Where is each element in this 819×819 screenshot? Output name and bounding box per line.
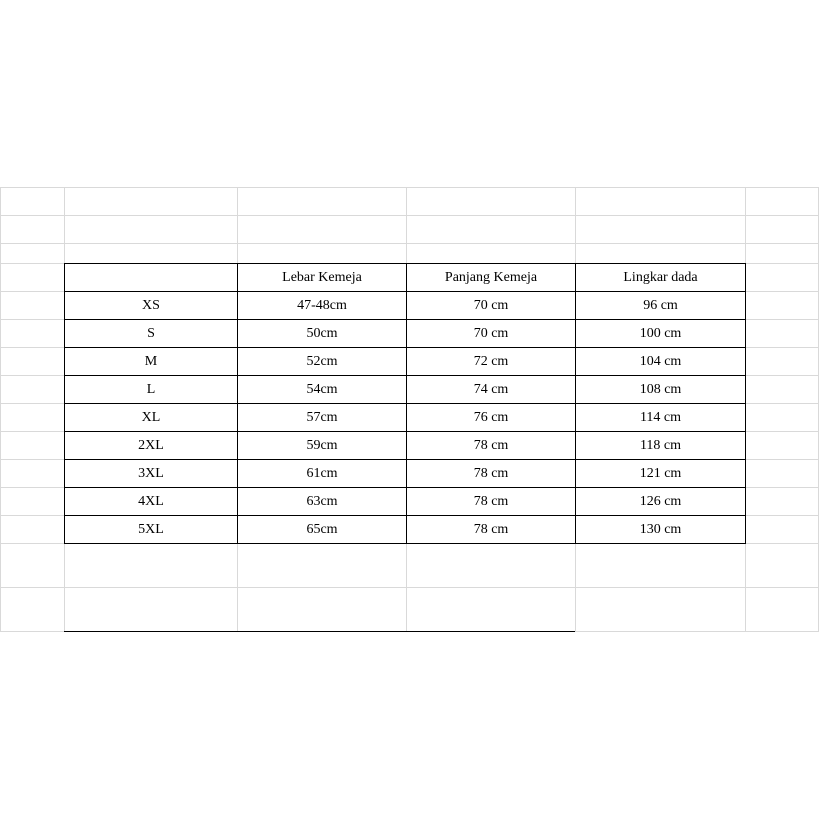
measurement-cell[interactable]: 61cm [306,465,338,481]
measurement-cell[interactable]: 70 cm [473,297,509,313]
header-cell-empty[interactable] [65,264,237,291]
measurement-cell[interactable]: 78 cm [473,437,509,453]
measurement-cell[interactable]: 76 cm [473,409,509,425]
measurement-cell[interactable]: 65cm [306,521,338,537]
gridline-horizontal [0,187,819,188]
gridline-horizontal [0,587,819,588]
measurement-cell[interactable]: 50cm [306,325,338,341]
measurement-cell[interactable]: 100 cm [639,325,682,341]
measurement-cell[interactable]: 78 cm [473,465,509,481]
measurement-cell[interactable]: 96 cm [643,297,678,313]
measurement-cell[interactable]: 47-48cm [297,297,347,313]
header-cell[interactable]: Lingkar dada [623,269,698,285]
size-label-cell[interactable]: XL [141,409,161,425]
size-label-cell[interactable]: S [147,325,155,341]
bottom-border-line [64,631,575,632]
measurement-cell[interactable]: 130 cm [639,521,682,537]
measurement-cell[interactable]: 78 cm [473,493,509,509]
measurement-cell[interactable]: 72 cm [473,353,509,369]
measurement-cell[interactable]: 74 cm [473,381,509,397]
size-label-cell[interactable]: XS [142,297,160,313]
gridline-horizontal [0,243,819,244]
table-border-vertical [745,263,746,544]
measurement-cell[interactable]: 54cm [306,381,338,397]
measurement-cell[interactable]: 121 cm [639,465,682,481]
measurement-cell[interactable]: 114 cm [639,409,682,425]
size-label-cell[interactable]: 2XL [138,437,164,453]
measurement-cell[interactable]: 108 cm [639,381,682,397]
measurement-cell[interactable]: 59cm [306,437,338,453]
size-label-cell[interactable]: 3XL [138,465,164,481]
measurement-cell[interactable]: 118 cm [639,437,682,453]
measurement-cell[interactable]: 63cm [306,493,338,509]
size-label-cell[interactable]: L [146,381,156,397]
measurement-cell[interactable]: 57cm [306,409,338,425]
gridline-vertical [0,187,1,632]
size-label-cell[interactable]: M [144,353,158,369]
measurement-cell[interactable]: 78 cm [473,521,509,537]
table-border-horizontal [64,543,746,544]
measurement-cell[interactable]: 52cm [306,353,338,369]
measurement-cell[interactable]: 104 cm [639,353,682,369]
size-label-cell[interactable]: 4XL [138,493,164,509]
measurement-cell[interactable]: 126 cm [639,493,682,509]
measurement-cell[interactable]: 70 cm [473,325,509,341]
header-cell[interactable]: Lebar Kemeja [282,269,362,285]
size-label-cell[interactable]: 5XL [138,521,164,537]
header-cell[interactable]: Panjang Kemeja [444,269,538,285]
gridline-horizontal [0,215,819,216]
